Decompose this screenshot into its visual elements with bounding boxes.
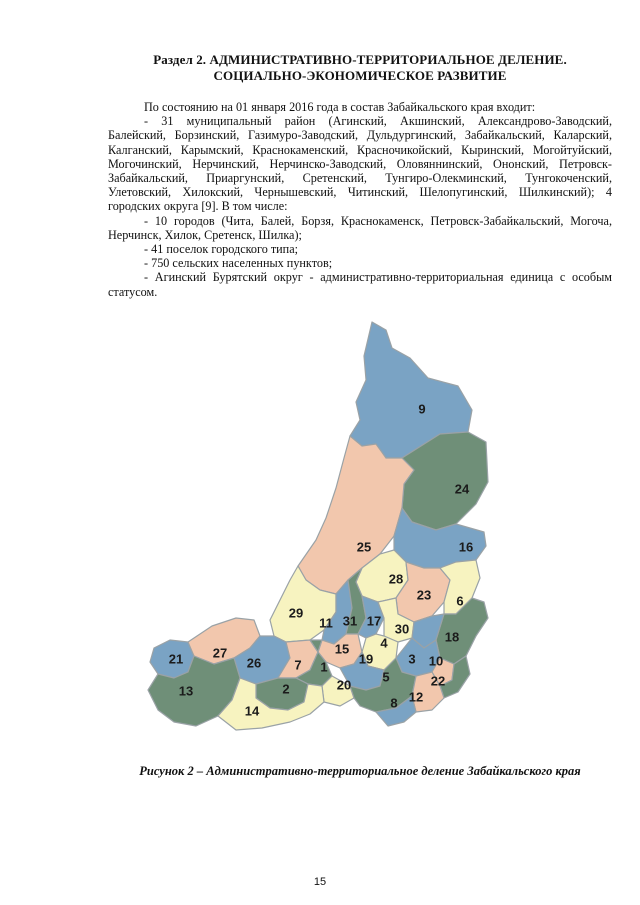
region-label-13: 13: [178, 683, 194, 699]
body-text: [108, 100, 612, 299]
region-label-2: 2: [282, 681, 290, 697]
region-label-25: 25: [356, 539, 372, 555]
region-label-26: 26: [246, 655, 262, 671]
page-number: 15: [313, 876, 327, 888]
region-label-16: 16: [458, 539, 474, 555]
section-heading-line-1: Раздел 2. АДМИНИСТРАТИВНО-ТЕРРИТОРИАЛЬНОЕ ДЕЛЕНИЕ.: [153, 52, 567, 67]
region-label-15: 15: [334, 641, 350, 657]
region-label-24: 24: [454, 481, 470, 497]
paragraph-districts: - 31 муниципальный район (Агинский, Акшинский, Александрово-Заводский, Балейский, Борзинский, Газимуро-Заводский, Дульдургинский, Забайкальский, Каларский, Калганский, Карымский, Краснокаменский, Красночикойский, Кыринский, Могойтуйский, Могочинский, Нерчинский, Нерчинско-Заводский, Оловяннинский, Ононский, Петровск-Забайкальский, Приаргунский, Сретенский, Тунгиро-Олекминский, Тунгокоченский, Улетовский, Хилокский, Чернышевский, Читинский, Шелопугинский, Шилкинский); 4 городских округа [9]. В том числе:: [108, 114, 612, 214]
region-label-11: 11: [319, 615, 333, 631]
region-label-8: 8: [390, 695, 398, 711]
region-label-27: 27: [212, 645, 228, 661]
region-label-30: 30: [394, 621, 410, 637]
paragraph-cities: - 10 городов (Чита, Балей, Борзя, Краснокаменск, Петровск-Забайкальский, Могоча, Нерчинск, Хилок, Сретенск, Шилка);: [108, 213, 612, 242]
region-label-19: 19: [358, 651, 374, 667]
region-label-21: 21: [168, 651, 184, 667]
paragraph-rural: - 750 сельских населенных пунктов;: [144, 256, 333, 271]
section-heading-line-2: СОЦИАЛЬНО-ЭКОНОМИЧЕСКОЕ РАЗВИТИЕ: [213, 68, 507, 83]
paragraph-intro: По состоянию на 01 января 2016 года в состав Забайкальского края входит:: [144, 100, 536, 114]
region-label-1: 1: [320, 659, 328, 675]
paragraph-aginsky: - Агинский Бурятский округ - административно-территориальная единица с особым статусом.: [108, 270, 612, 299]
region-label-10: 10: [428, 653, 444, 669]
region-label-23: 23: [416, 587, 432, 603]
region-label-5: 5: [382, 669, 390, 685]
region-label-20: 20: [336, 677, 352, 693]
region-label-4: 4: [380, 635, 388, 651]
region-label-3: 3: [408, 651, 416, 667]
region-label-28: 28: [388, 571, 404, 587]
region-label-7: 7: [294, 657, 302, 673]
region-label-14: 14: [244, 703, 260, 719]
paragraph-settlements: - 41 поселок городского типа;: [144, 242, 299, 257]
region-label-29: 29: [288, 605, 304, 621]
figure-caption: Рисунок 2 – Административно-территориальное деление Забайкальского края: [139, 764, 581, 778]
region-label-12: 12: [408, 689, 424, 705]
region-label-22: 22: [430, 673, 446, 689]
region-label-6: 6: [456, 593, 464, 609]
region-label-17: 17: [366, 613, 382, 629]
region-label-31: 31: [342, 613, 358, 629]
section-heading: [108, 52, 612, 84]
region-map: [140, 318, 500, 738]
region-label-18: 18: [444, 629, 460, 645]
region-label-9: 9: [418, 401, 426, 417]
